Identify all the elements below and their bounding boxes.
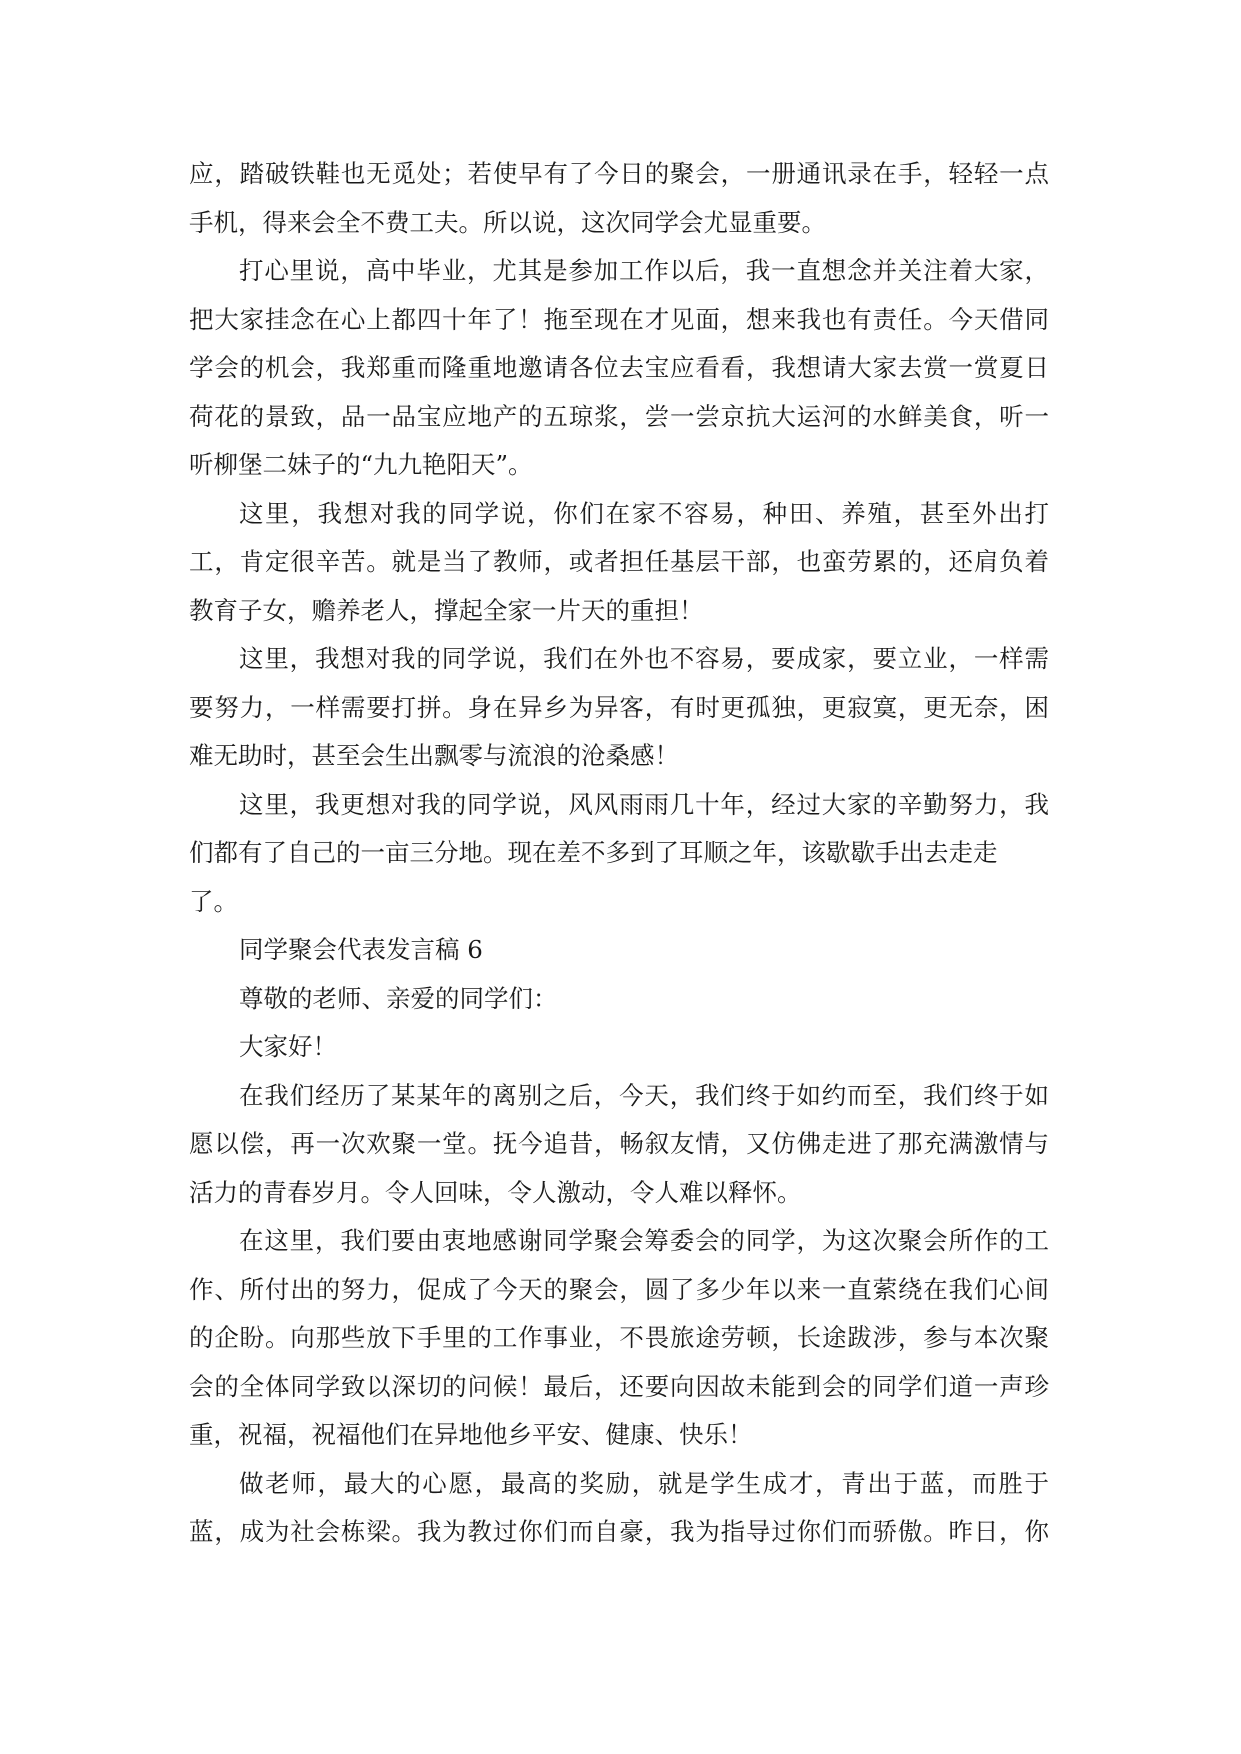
text-line: 这里，我想对我的同学说，我们在外也不容易，要成家，要立业，一样需 — [239, 644, 1049, 673]
text-line: 听柳堡二妹子的“九九艳阳天”。 — [189, 450, 533, 479]
document-body — [189, 150, 1049, 1557]
text-line: 学会的机会，我郑重而隆重地邀请各位去宝应看看，我想请大家去赏一赏夏日 — [189, 353, 1049, 382]
text-line: 大家好！ — [239, 1032, 337, 1061]
text-line: 打心里说，高中毕业，尤其是参加工作以后，我一直想念并关注着大家， — [239, 256, 1049, 285]
text-line: 作、所付出的努力，促成了今天的聚会，圆了多少年以来一直萦绕在我们心间 — [189, 1274, 1049, 1304]
text-line: 难无助时，甚至会生出飘零与流浪的沧桑感！ — [189, 741, 679, 770]
text-line: 蓝，成为社会栋梁。我为教过你们而自豪，我为指导过你们而骄傲。昨日，你 — [189, 1517, 1049, 1546]
text-line: 在这里，我们要由衷地感谢同学聚会筹委会的同学，为这次聚会所作的工 — [239, 1226, 1049, 1255]
text-line: 要努力，一样需要打拼。身在异乡为异客，有时更孤独，更寂寞，更无奈，困 — [189, 692, 1049, 722]
text-line: 工，肯定很辛苦。就是当了教师，或者担任基层干部，也蛮劳累的，还肩负着 — [189, 547, 1049, 576]
text-line: 手机，得来会全不费工夫。所以说，这次同学会尤显重要。 — [189, 207, 826, 237]
text-line: 在我们经历了某某年的离别之后，今天，我们终于如约而至，我们终于如 — [239, 1080, 1049, 1110]
text-line: 做老师，最大的心愿，最高的奖励，就是学生成才，青出于蓝，而胜于 — [239, 1468, 1049, 1498]
text-line: 这里，我更想对我的同学说，风风雨雨几十年，经过大家的辛勤努力，我 — [239, 789, 1049, 819]
text-line: 们都有了自己的一亩三分地。现在差不多到了耳顺之年，该歇歇手出去走走 — [189, 838, 998, 867]
text-line: 同学聚会代表发言稿 6 — [239, 935, 483, 964]
text-line: 把大家挂念在心上都四十年了！拖至现在才见面，想来我也有责任。今天借同 — [189, 304, 1049, 334]
text-line: 重，祝福，祝福他们在异地他乡平安、健康、快乐！ — [189, 1420, 753, 1449]
text-line: 的企盼。向那些放下手里的工作事业，不畏旅途劳顿，长途跋涉，参与本次聚 — [189, 1323, 1049, 1352]
text-line: 会的全体同学致以深切的问候！最后，还要向因故未能到会的同学们道一声珍 — [189, 1371, 1049, 1401]
text-line: 活力的青春岁月。令人回味，令人激动，令人难以释怀。 — [189, 1177, 802, 1207]
text-line: 了。 — [189, 886, 238, 916]
text-line: 这里，我想对我的同学说，你们在家不容易，种田、养殖，甚至外出打 — [239, 498, 1049, 528]
text-line: 愿以偿，再一次欢聚一堂。抚今追昔，畅叙友情，又仿佛走进了那充满激情与 — [189, 1129, 1049, 1158]
text-line: 尊敬的老师、亲爱的同学们： — [239, 983, 558, 1013]
text-line: 教育子女，赡养老人，撑起全家一片天的重担！ — [189, 595, 704, 625]
text-line: 荷花的景致，品一品宝应地产的五琼浆，尝一尝京抗大运河的水鲜美食，听一 — [189, 401, 1049, 431]
text-line: 应，踏破铁鞋也无觅处；若使早有了今日的聚会，一册通讯录在手，轻轻一点 — [189, 159, 1049, 188]
